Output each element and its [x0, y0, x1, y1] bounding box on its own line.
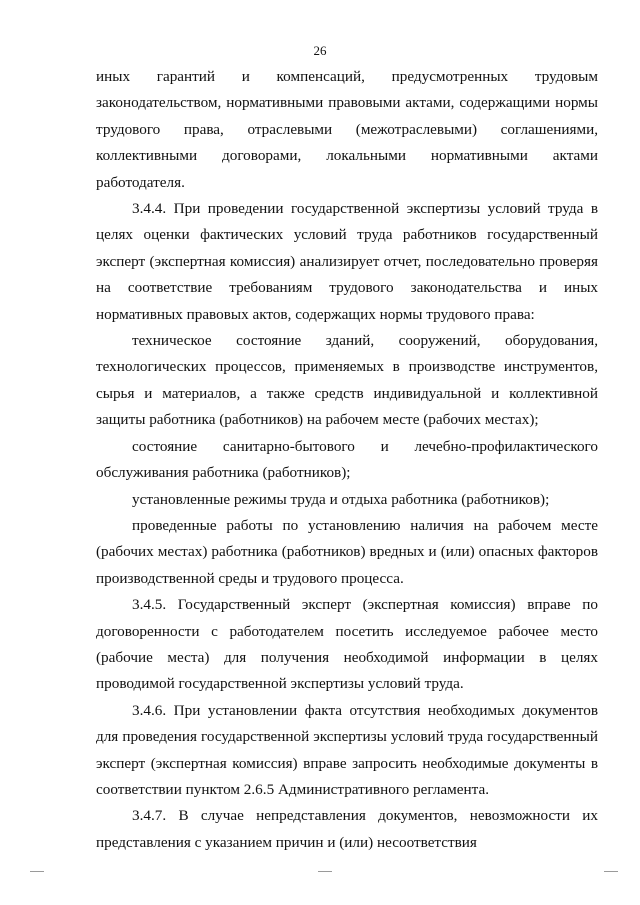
scan-mark-left: [30, 871, 44, 872]
paragraph-3-4-6: 3.4.6. При установлении факта отсутствия необходимых документов для проведения государственной экспертизы условий труда государственный эксперт (экспертная комиссия) вправе запросить необходимые документы в соответствии пунктом 2.6.5 Административного регламента.: [96, 701, 598, 798]
paragraph-3-4-5: 3.4.5. Государственный эксперт (экспертная комиссия) вправе по договоренности с работодателем посетить исследуемое рабочее место (рабочие места) для получения необходимой информации в целях проводимой государственной экспертизы условий труда.: [96, 596, 598, 693]
list-item-technical-state: техническое состояние зданий, сооружений, оборудования, технологических процессов, применяемых в производстве инструментов, сырья и материалов, а также средств индивидуальной и коллективной защиты работника (работников) на рабочем месте (рабочих местах);: [96, 332, 598, 429]
document-body: [96, 64, 598, 856]
scan-mark-center: [318, 871, 332, 872]
scan-edge-marks: [0, 871, 640, 877]
list-item-sanitary-service: состояние санитарно-бытового и лечебно-профилактического обслуживания работника (работников);: [96, 437, 598, 482]
paragraph-3-4-7: 3.4.7. В случае непредставления документов, невозможности их представления с указанием причин и (или) несоответствия: [96, 807, 598, 851]
page-number: 26: [313, 43, 327, 58]
paragraph-continuation: иных гарантий и компенсаций, предусмотренных трудовым законодательством, нормативными правовыми актами, содержащими нормы трудового права, отраслевыми (межотраслевыми) соглашениями, коллективными договорами, локальными нормативными актами работодателя.: [96, 68, 598, 191]
list-item-work-rest-regime: установленные режимы труда и отдыха работника (работников);: [132, 490, 550, 508]
paragraph-3-4-4: 3.4.4. При проведении государственной экспертизы условий труда в целях оценки фактических условий труда работников государственный эксперт (экспертная комиссия) анализирует отчет, последовательно проверяя на соответствие требованиям трудового законодательства и иных нормативных правовых актов, содержащих нормы трудового права:: [96, 200, 598, 323]
list-item-harmful-factors: проведенные работы по установлению наличия на рабочем месте (рабочих местах) работника (работников) вредных и (или) опасных факторов производственной среды и трудового процесса.: [96, 516, 598, 587]
scan-mark-right: [604, 871, 618, 872]
